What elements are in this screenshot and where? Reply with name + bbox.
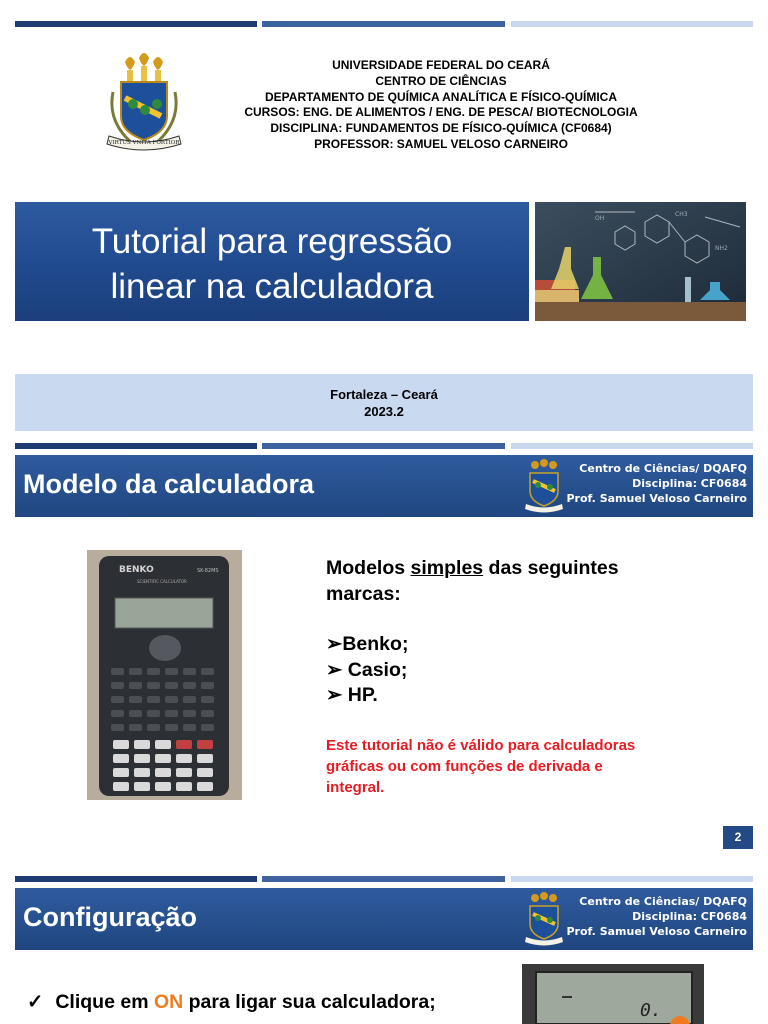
title-banner bbox=[15, 202, 529, 321]
slide3-header bbox=[15, 888, 753, 950]
course-meta: Centro de Ciências/ DQAFQ Disciplina: CF0684 Prof. Samuel Veloso Carneiro bbox=[566, 895, 747, 938]
slide2-title: Modelo da calculadora bbox=[23, 469, 315, 499]
city-label: Fortaleza – Ceará bbox=[330, 387, 438, 402]
mini-crest-icon bbox=[523, 890, 565, 948]
checkmark-icon: ✓ bbox=[27, 991, 44, 1013]
top-stripes bbox=[15, 21, 753, 27]
institution-header bbox=[200, 58, 682, 153]
course-meta: Centro de Ciências/ DQAFQ Disciplina: CF0684 Prof. Samuel Veloso Carneiro bbox=[566, 462, 747, 505]
models-list bbox=[326, 556, 666, 709]
config-instruction: ✓ Clique em ON para ligar sua calculadora; bbox=[27, 991, 436, 1013]
page-number-badge: 2 bbox=[723, 826, 753, 849]
presentation-title: Tutorial para regressão linear na calculadora bbox=[91, 222, 453, 306]
calculator-display-photo bbox=[522, 964, 704, 1024]
header-line: CENTRO DE CIÊNCIAS bbox=[375, 73, 507, 88]
header-line: DISCIPLINA: FUNDAMENTOS DE FÍSICO-QUÍMICA (CF0684) bbox=[270, 121, 612, 136]
term-label: 2023.2 bbox=[364, 404, 404, 419]
svg-text:SK-82MS: SK-82MS bbox=[197, 568, 219, 574]
header-line: PROFESSOR: SAMUEL VELOSO CARNEIRO bbox=[314, 136, 568, 151]
slide2-stripes bbox=[15, 443, 753, 449]
header-line: UNIVERSIDADE FEDERAL DO CEARÁ bbox=[332, 58, 550, 72]
location-band bbox=[15, 374, 753, 431]
warning-text: Este tutorial não é válido para calculadoras gráficas ou com funções de derivada e integral. bbox=[326, 737, 636, 796]
calculator-photo bbox=[87, 550, 242, 800]
models-intro: Modelos simples das seguintes marcas: bbox=[326, 557, 619, 605]
chemistry-lab-image bbox=[535, 202, 746, 321]
brand-item: ➢Benko; bbox=[326, 633, 409, 655]
slide3-title: Configuração bbox=[23, 902, 198, 932]
brand-item: ➢ HP. bbox=[326, 684, 378, 706]
svg-text:NH2: NH2 bbox=[715, 245, 728, 252]
mini-crest-icon bbox=[523, 457, 565, 515]
slide2-header bbox=[15, 455, 753, 517]
slide3-stripes bbox=[15, 876, 753, 882]
svg-text:VIRTUS VNITA FORTIOR: VIRTUS VNITA FORTIOR bbox=[108, 140, 180, 146]
brand-item: ➢ Casio; bbox=[326, 658, 408, 681]
svg-text:0.: 0. bbox=[640, 1000, 662, 1021]
svg-text:OH: OH bbox=[595, 215, 605, 222]
header-line: DEPARTAMENTO DE QUÍMICA ANALÍTICA E FÍSICO-QUÍMICA bbox=[265, 89, 617, 104]
svg-text:SCIENTIFIC CALCULATOR: SCIENTIFIC CALCULATOR bbox=[137, 579, 187, 584]
svg-text:CH3: CH3 bbox=[675, 211, 688, 218]
on-key-highlight: ON bbox=[153, 991, 184, 1013]
header-line: CURSOS: ENG. DE ALIMENTOS / ENG. DE PESCA/ BIOTECNOLOGIA bbox=[244, 105, 638, 120]
svg-text:BENKO: BENKO bbox=[119, 565, 154, 575]
university-crest-logo bbox=[103, 52, 185, 157]
